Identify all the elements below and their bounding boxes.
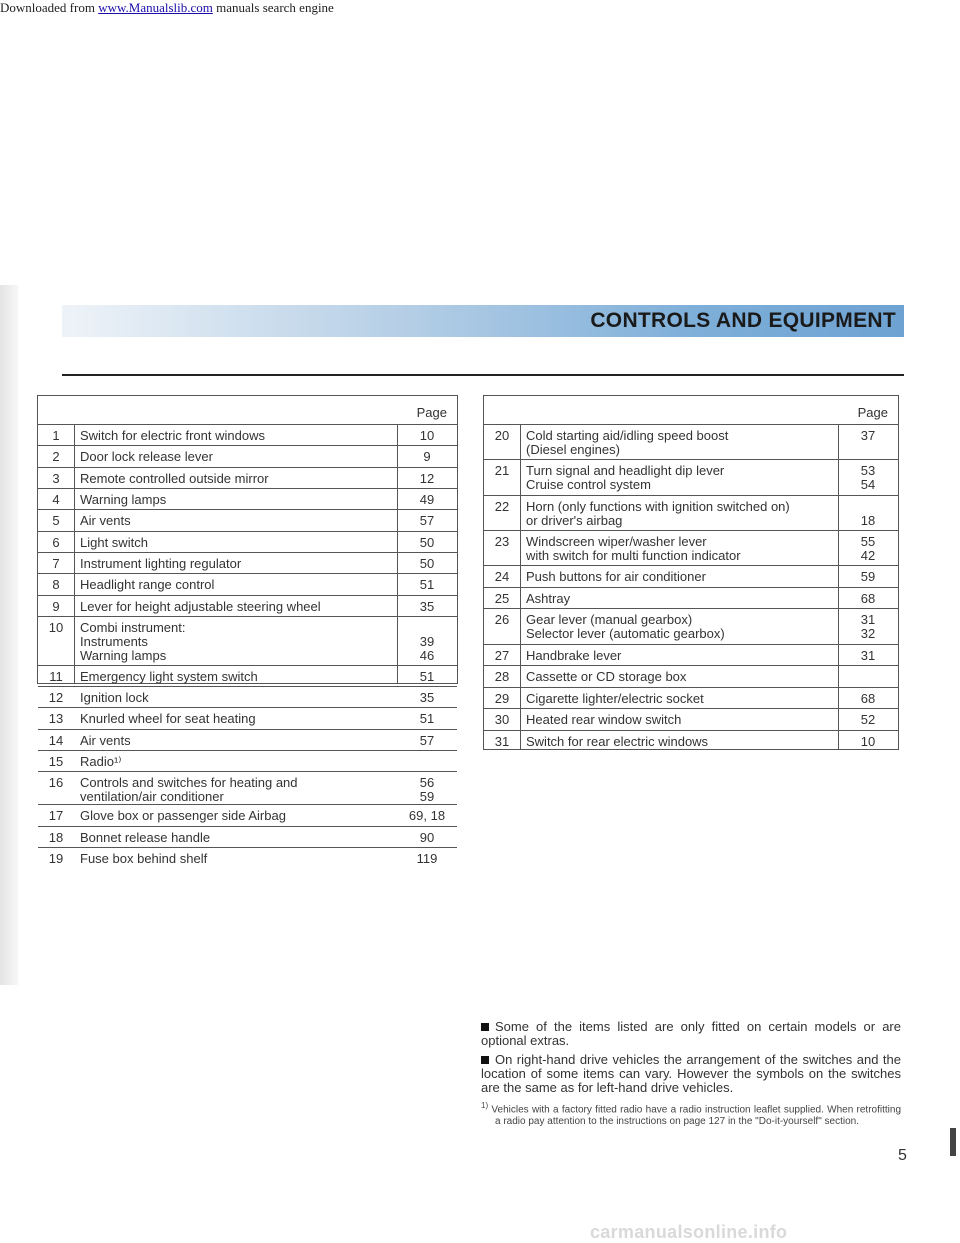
table-row (38, 488, 457, 510)
item-number: 11 (49, 668, 63, 684)
item-number: 1 (52, 428, 60, 443)
item-description: Lever for height adjustable steering wheel (80, 598, 321, 614)
item-description: Air vents (80, 732, 131, 748)
item-number: 19 (48, 850, 64, 866)
table-row (38, 665, 457, 687)
controls-table-right (483, 395, 899, 750)
item-description: Door lock release lever (80, 449, 213, 465)
item-description: Radio¹⁾ (80, 753, 122, 769)
table-row (38, 686, 457, 708)
page-reference: 57 (419, 513, 435, 529)
table-row (38, 616, 457, 666)
page-reference: 59 (860, 569, 876, 585)
table-row (484, 565, 898, 588)
bullet-icon (481, 1056, 489, 1064)
item-number: 8 (52, 577, 60, 593)
page-reference: 69, 18 (408, 808, 446, 824)
page-reference: 53 54 (860, 463, 876, 493)
item-description: Headlight range control (80, 577, 215, 593)
item-number: 15 (48, 753, 64, 769)
bullet-icon (481, 1023, 489, 1031)
section-header-band (62, 305, 904, 337)
item-description: Combi instrument: Instruments Warning lamps (80, 620, 186, 664)
page-reference: 9 (423, 449, 431, 465)
item-description: Cold starting aid/idling speed boost (Diesel engines) (526, 428, 729, 457)
item-description: Instrument lighting regulator (80, 556, 242, 572)
item-description: Fuse box behind shelf (80, 850, 208, 866)
manualslib-link[interactable]: www.Manualslib.com (98, 0, 213, 15)
page-reference: 18 (860, 512, 876, 528)
item-description: Handbrake lever (526, 647, 622, 663)
page-reference: 50 (419, 534, 435, 550)
page-column-header: Page (416, 405, 447, 420)
page-reference: 68 (860, 590, 876, 606)
page-reference: 39 46 (419, 634, 435, 664)
page-reference: 51 (419, 668, 435, 684)
table-row (38, 424, 457, 446)
page-reference: 10 (860, 733, 876, 749)
item-number: 26 (494, 612, 510, 628)
page-reference: 51 (419, 711, 435, 727)
table-row (38, 750, 457, 772)
page-reference: 55 42 (860, 533, 876, 563)
item-number: 6 (52, 534, 60, 550)
watermark: carmanualsonline.info (590, 1222, 788, 1242)
table-row (38, 729, 457, 751)
item-number: 10 (48, 620, 64, 636)
header-rule (62, 374, 904, 376)
item-description: Air vents (80, 513, 131, 529)
table-row (484, 424, 898, 460)
table-row (38, 509, 457, 531)
item-description: Gear lever (manual gearbox) Selector lever (automatic gearbox) (526, 612, 725, 642)
item-description: Bonnet release handle (80, 829, 211, 845)
note-item (481, 1053, 901, 1095)
page-reference: 35 (419, 689, 435, 705)
page-reference: 49 (419, 492, 435, 508)
table-row (38, 847, 457, 869)
table-row (484, 687, 898, 710)
download-line (0, 0, 334, 16)
table-row (38, 552, 457, 574)
note-text: Some of the items listed are only fitted on certain models or are optional extras. (481, 1019, 901, 1048)
footnote (481, 1100, 901, 1128)
item-number: 25 (494, 590, 510, 606)
table-row (484, 495, 898, 531)
page-edge-shadow (0, 285, 18, 985)
item-description: Remote controlled outside mirror (80, 470, 269, 486)
item-description: Push buttons for air conditioner (526, 569, 706, 585)
note-item (481, 1020, 901, 1048)
page-reference: 90 (419, 829, 435, 845)
page-reference: 56 59 (419, 775, 435, 805)
table-row (38, 804, 457, 826)
table-row (38, 445, 457, 467)
page-reference: 31 (860, 647, 876, 663)
page-reference: 51 (419, 577, 435, 593)
download-prefix: Downloaded from (0, 0, 95, 15)
item-number: 5 (52, 513, 60, 529)
item-number: 9 (52, 598, 60, 614)
table-row (484, 587, 898, 610)
download-suffix: manuals search engine (212, 0, 334, 15)
table-row (484, 730, 898, 753)
page-reference: 35 (419, 598, 435, 614)
item-description: Cassette or CD storage box (526, 669, 687, 685)
item-description: Light switch (80, 534, 148, 550)
item-description: Emergency light system switch (80, 668, 258, 684)
table-row (484, 608, 898, 644)
page-reference: 50 (419, 556, 435, 572)
item-description: Cigarette lighter/electric socket (526, 690, 704, 706)
item-number: 2 (52, 449, 60, 465)
item-number: 16 (48, 775, 64, 791)
item-number: 23 (494, 533, 510, 549)
item-number: 20 (494, 428, 510, 443)
page-reference: 52 (860, 712, 876, 728)
item-description: Heated rear window switch (526, 712, 682, 728)
table-row (38, 573, 457, 595)
table-row (38, 771, 457, 805)
table-row (484, 665, 898, 688)
page-reference: 119 (416, 850, 438, 866)
item-description: Warning lamps (80, 492, 167, 508)
page-reference: 10 (419, 428, 435, 443)
table-row (38, 826, 457, 848)
item-description: Knurled wheel for seat heating (80, 711, 256, 727)
item-number: 24 (494, 569, 510, 585)
item-number: 14 (48, 732, 64, 748)
table-row (38, 595, 457, 617)
item-number: 29 (494, 690, 510, 706)
item-number: 28 (494, 669, 510, 685)
item-number: 13 (48, 711, 64, 727)
item-description: Ashtray (526, 590, 571, 606)
section-title: CONTROLS AND EQUIPMENT (590, 309, 896, 332)
table-row (38, 707, 457, 729)
footnote-text: Vehicles with a factory fitted radio have a radio instruction leaflet supplied. When retrofitting a radio pay attention to the instructions on page 127 in the "Do-it-yourself" section. (491, 1104, 902, 1128)
table-row (484, 708, 898, 731)
item-description: Horn (only functions with ignition switched on) or driver's airbag (526, 498, 790, 528)
page-column-header: Page (857, 405, 888, 420)
item-description: Switch for electric front windows (80, 428, 265, 443)
item-description: Windscreen wiper/washer lever with switch for multi function indicator (526, 533, 741, 563)
page-reference: 12 (419, 470, 435, 486)
item-number: 30 (494, 712, 510, 728)
table-row (484, 459, 898, 495)
table-row (484, 530, 898, 566)
page-reference: 31 32 (860, 612, 876, 642)
item-number: 17 (48, 808, 64, 824)
note-text: On right-hand drive vehicles the arrangement of the switches and the location of some items can vary. However the symbols on the switches are the same as for left-hand drive vehicles. (481, 1052, 901, 1095)
item-number: 3 (52, 470, 60, 486)
footnote-marker: 1) (481, 1101, 489, 1110)
item-number: 18 (48, 829, 64, 845)
item-number: 12 (48, 689, 64, 705)
page-reference: 37 (860, 428, 876, 443)
item-number: 31 (494, 733, 510, 749)
item-description: Turn signal and headlight dip lever Cruise control system (526, 463, 725, 493)
item-description: Switch for rear electric windows (526, 733, 709, 749)
page-number: 5 (898, 1147, 907, 1164)
page-reference: 68 (860, 690, 876, 706)
item-number: 4 (52, 492, 60, 508)
table-row (484, 644, 898, 667)
item-number: 22 (494, 498, 510, 514)
item-number: 27 (494, 647, 510, 663)
table-row (38, 467, 457, 489)
item-number: 21 (494, 463, 510, 479)
item-description: Controls and switches for heating and ventilation/air conditioner (80, 775, 298, 805)
table-row (38, 531, 457, 553)
page-edge-tab (950, 1128, 956, 1156)
notes (481, 1020, 901, 1128)
page-reference: 57 (419, 732, 435, 748)
controls-table-left (37, 395, 458, 866)
item-number: 7 (52, 556, 60, 572)
item-description: Ignition lock (80, 689, 149, 705)
item-description: Glove box or passenger side Airbag (80, 808, 286, 824)
